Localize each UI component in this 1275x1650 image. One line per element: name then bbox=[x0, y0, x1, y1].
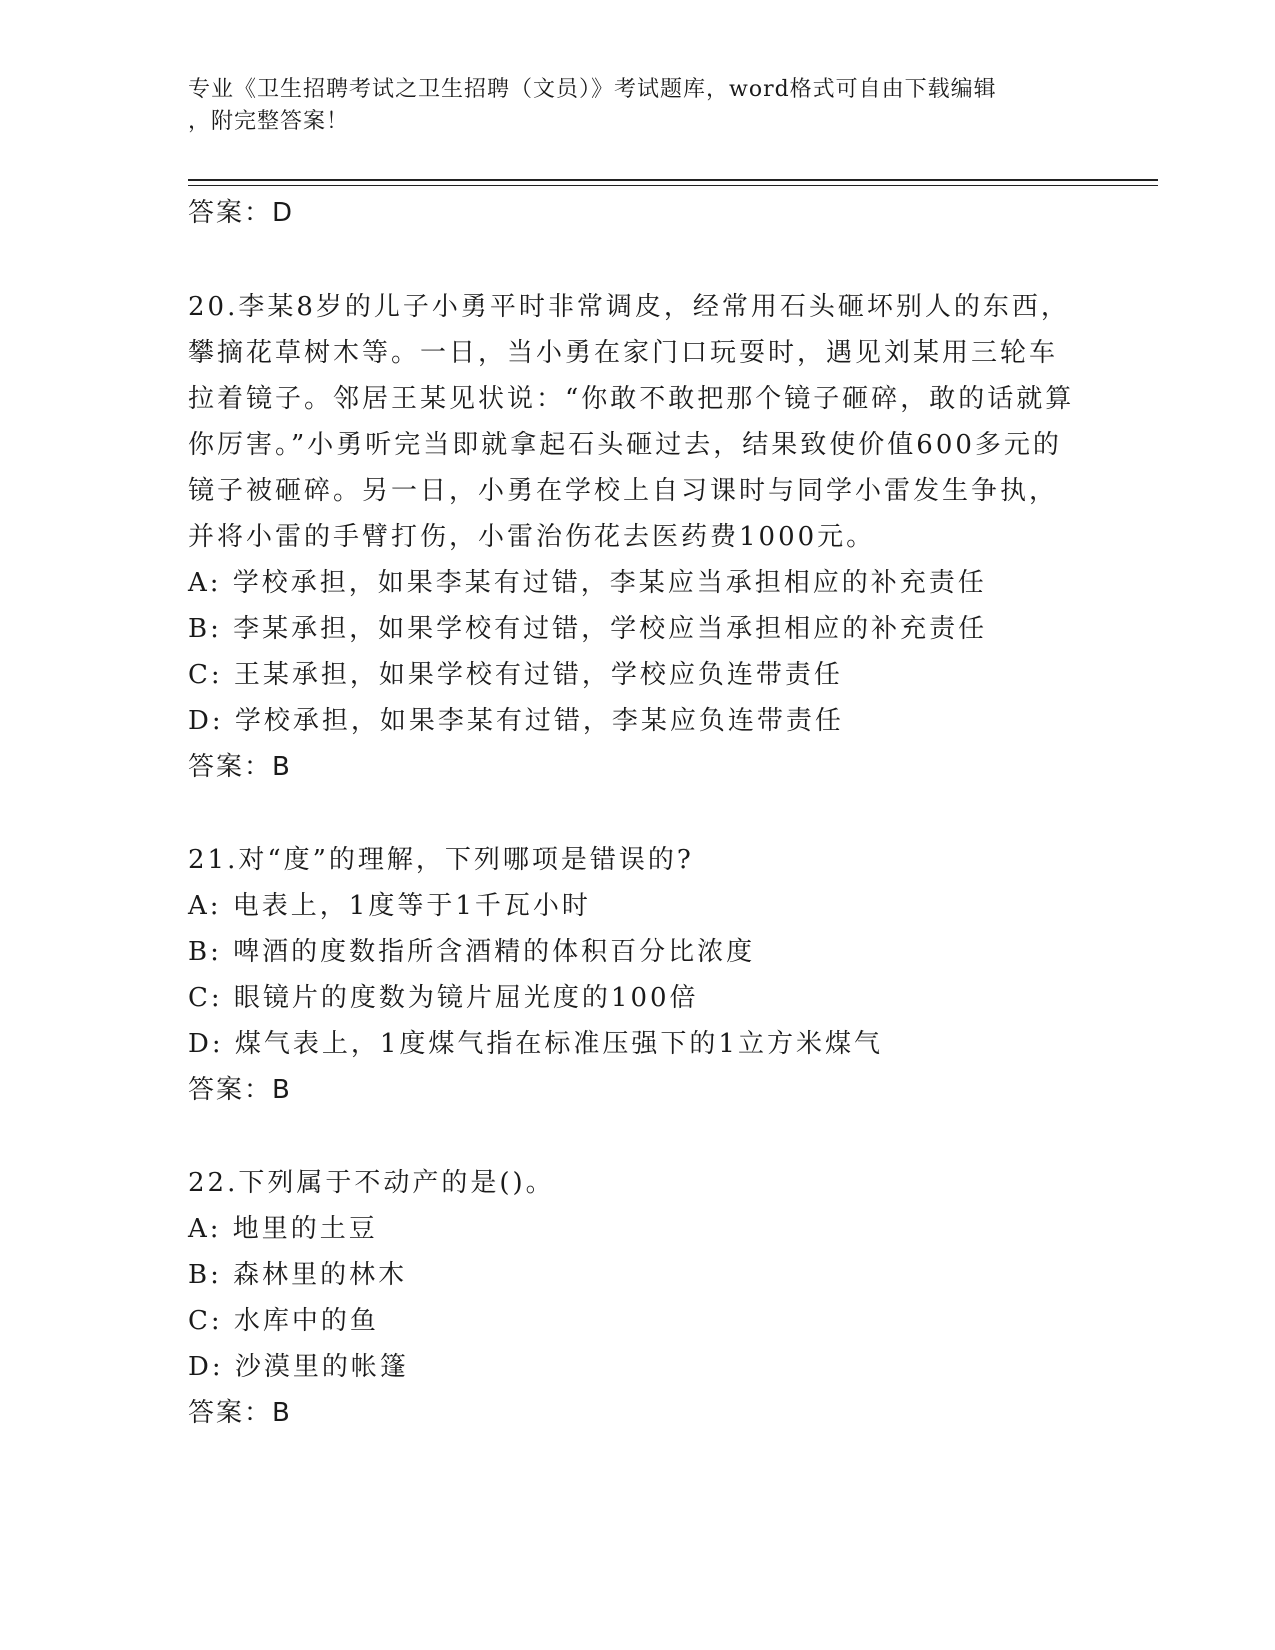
page-header bbox=[188, 74, 1078, 138]
question-stem: 20.李某8岁的儿子小勇平时非常调皮，经常用石头砸坏别人的东西，攀摘花草树木等。一日，当小勇在家门口玩耍时，遇见刘某用三轮车拉着镜子。邻居王某见状说：“你敢不敢把那个镜子砸碎，敢的话就算你厉害。”小勇听完当即就拿起石头砸过去，结果致使价值600多元的镜子被砸碎。另一日，小勇在学校上自习课时与同学小雷发生争执，并将小雷的手臂打伤，小雷治伤花去医药费1000元。 bbox=[188, 292, 1075, 552]
option-a: A: 学校承担，如果李某有过错，李某应当承担相应的补充责任 bbox=[188, 568, 987, 598]
header-rule-thin bbox=[188, 185, 1158, 186]
option-d: D: 煤气表上，1度煤气指在标准压强下的1立方米煤气 bbox=[188, 1029, 883, 1059]
option-a: A: 地里的土豆 bbox=[188, 1214, 378, 1244]
option-c: C: 王某承担，如果学校有过错，学校应负连带责任 bbox=[188, 660, 843, 690]
spacer bbox=[188, 1113, 1078, 1160]
question-list bbox=[188, 190, 1078, 1436]
question-answer: 答案：B bbox=[188, 1398, 292, 1428]
option-b: B: 森林里的林木 bbox=[188, 1260, 408, 1290]
question-stem: 21.对“度”的理解，下列哪项是错误的? bbox=[188, 845, 694, 875]
question-answer: 答案：B bbox=[188, 1075, 292, 1105]
question-22 bbox=[188, 1160, 1078, 1436]
question-21 bbox=[188, 837, 1078, 1113]
previous-answer: 答案：D bbox=[188, 198, 295, 228]
option-b: B: 啤酒的度数指所含酒精的体积百分比浓度 bbox=[188, 937, 756, 967]
option-a: A: 电表上，1度等于1千瓦小时 bbox=[188, 891, 591, 921]
option-b: B: 李某承担，如果学校有过错，学校应当承担相应的补充责任 bbox=[188, 614, 988, 644]
option-c: C: 水库中的鱼 bbox=[188, 1306, 379, 1336]
option-c: C: 眼镜片的度数为镜片屈光度的100倍 bbox=[188, 983, 699, 1013]
header-line-1: 专业《卫生招聘考试之卫生招聘（文员）》考试题库，word格式可自由下载编辑 bbox=[188, 77, 997, 102]
option-d: D: 沙漠里的帐篷 bbox=[188, 1352, 409, 1382]
question-20 bbox=[188, 284, 1078, 790]
header-line-2: ，附完整答案！ bbox=[188, 109, 350, 134]
option-d: D: 学校承担，如果李某有过错，李某应负连带责任 bbox=[188, 706, 844, 736]
question-answer: 答案：B bbox=[188, 752, 292, 782]
spacer bbox=[188, 790, 1078, 837]
question-stem: 22.下列属于不动产的是()。 bbox=[188, 1168, 555, 1198]
header-rule-thick bbox=[188, 179, 1158, 181]
